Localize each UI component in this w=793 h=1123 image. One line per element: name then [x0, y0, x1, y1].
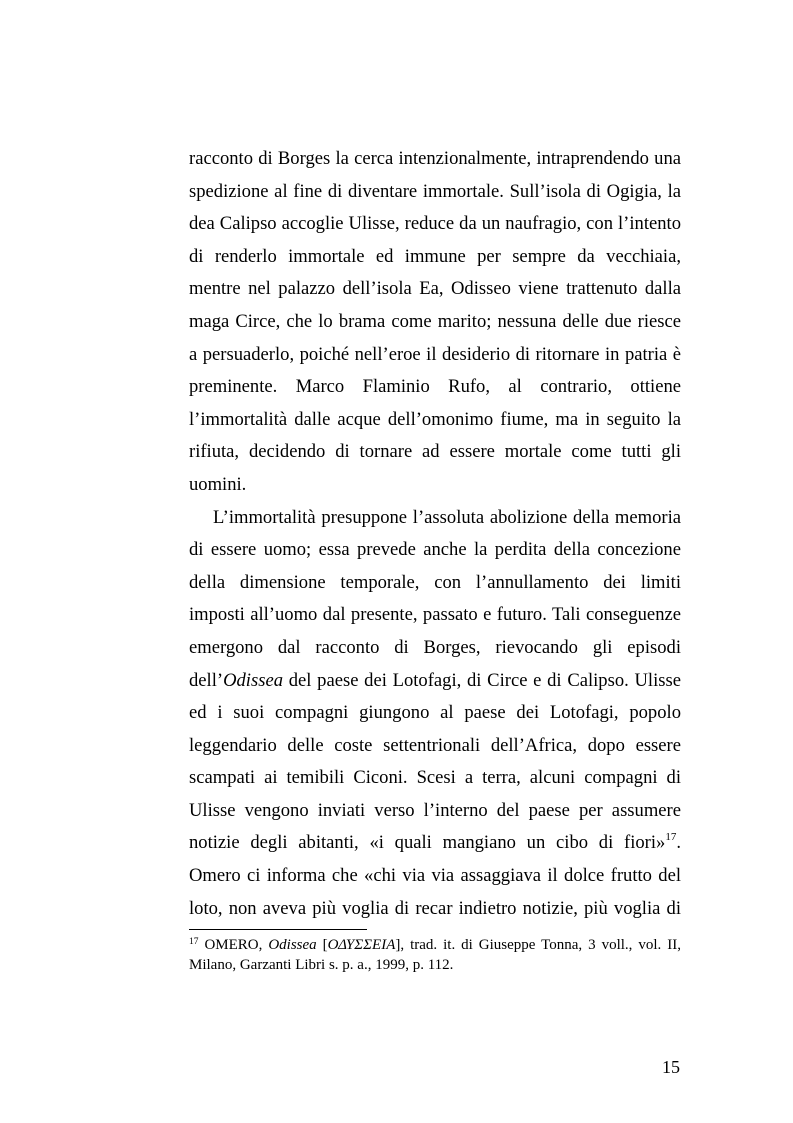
text-line: Omero ci informa che «chi via via assaggiava il dolce frutto del: [189, 865, 681, 887]
text-line: ed i suoi compagni giungono al paese dei Lotofagi, popolo: [189, 702, 681, 724]
text-line: [189, 827, 681, 860]
footnote-divider: [189, 929, 367, 930]
footnote-number: 17: [189, 937, 199, 947]
text-line: imposti all’uomo dal presente, passato e futuro. Tali conseguenze: [189, 604, 681, 626]
text-line: di renderlo immortale ed immune per sempre da vecchiaia,: [189, 245, 681, 267]
text-segment: notizie degli abitanti, «i quali mangiano un cibo di fiori»: [189, 832, 666, 854]
text-line: scampati ai temibili Ciconi. Scesi a terra, alcuni compagni di: [189, 767, 681, 789]
text-line: loto, non aveva più voglia di recar indietro notizie, più voglia di: [189, 897, 681, 919]
text-segment: del paese dei Lotofagi, di Circe e di Calipso. Ulisse: [283, 669, 681, 691]
footnote-author: OMERO,: [198, 937, 269, 953]
text-line: preminente. Marco Flaminio Rufo, al contrario, ottiene: [189, 376, 681, 398]
text-line: rifiuta, decidendo di tornare ad essere mortale come tutti gli: [189, 441, 681, 463]
text-line: racconto di Borges la cerca intenzionalmente, intraprendendo una: [189, 148, 681, 169]
text-segment: dell’: [189, 669, 224, 691]
text-line: dea Calipso accoglie Ulisse, reduce da un naufragio, con l’intento: [189, 213, 681, 235]
text-line: di essere uomo; essa prevede anche la perdita della concezione: [189, 539, 681, 561]
text-line: a persuaderlo, poiché nell’eroe il desiderio di ritornare in patria è: [189, 343, 681, 365]
footnote-line: [189, 935, 681, 955]
italic-title: Odissea: [223, 669, 283, 691]
text-line: [189, 665, 681, 698]
paragraph-first-line: L’immortalità presuppone l’assoluta abolizione della memoria: [213, 506, 681, 528]
text-line: leggendario delle coste settentrionali dell’Africa, dopo essere: [189, 734, 681, 756]
text-line: l’immortalità dalle acque dell’omonimo fiume, ma in seguito la: [189, 408, 681, 430]
text-line: mentre nel palazzo dell’isola Ea, Odisseo viene trattenuto dalla: [189, 278, 681, 300]
main-text: [189, 143, 681, 925]
footnote-text: [: [316, 937, 328, 953]
text-line: spedizione al fine di diventare immortale. Sull’isola di Ogigia, la: [189, 180, 681, 202]
text-segment: .: [676, 832, 681, 854]
footnote-greek-title: ΟΔΥΣΣΕΙΑ: [327, 937, 396, 953]
footnote-title: Odissea: [268, 937, 317, 953]
footnote: [189, 935, 681, 975]
paragraph-last-line: uomini.: [189, 473, 247, 495]
page-number: 15: [662, 1057, 680, 1077]
text-line: emergono dal racconto di Borges, rievocando gli episodi: [189, 636, 681, 658]
text-line: maga Circe, che lo brama come marito; nessuna delle due riesce: [189, 310, 681, 332]
footnote-line: Milano, Garzanti Libri s. p. a., 1999, p. 112.: [189, 957, 454, 973]
footnote-reference[interactable]: 17: [665, 831, 677, 844]
text-line: Ulisse vengono inviati verso l’interno del paese per assumere: [189, 799, 681, 821]
text-line: della dimensione temporale, con l’annullamento dei limiti: [189, 571, 681, 593]
footnote-text: ], trad. it. di Giuseppe Tonna, 3 voll., vol. II,: [395, 937, 682, 953]
